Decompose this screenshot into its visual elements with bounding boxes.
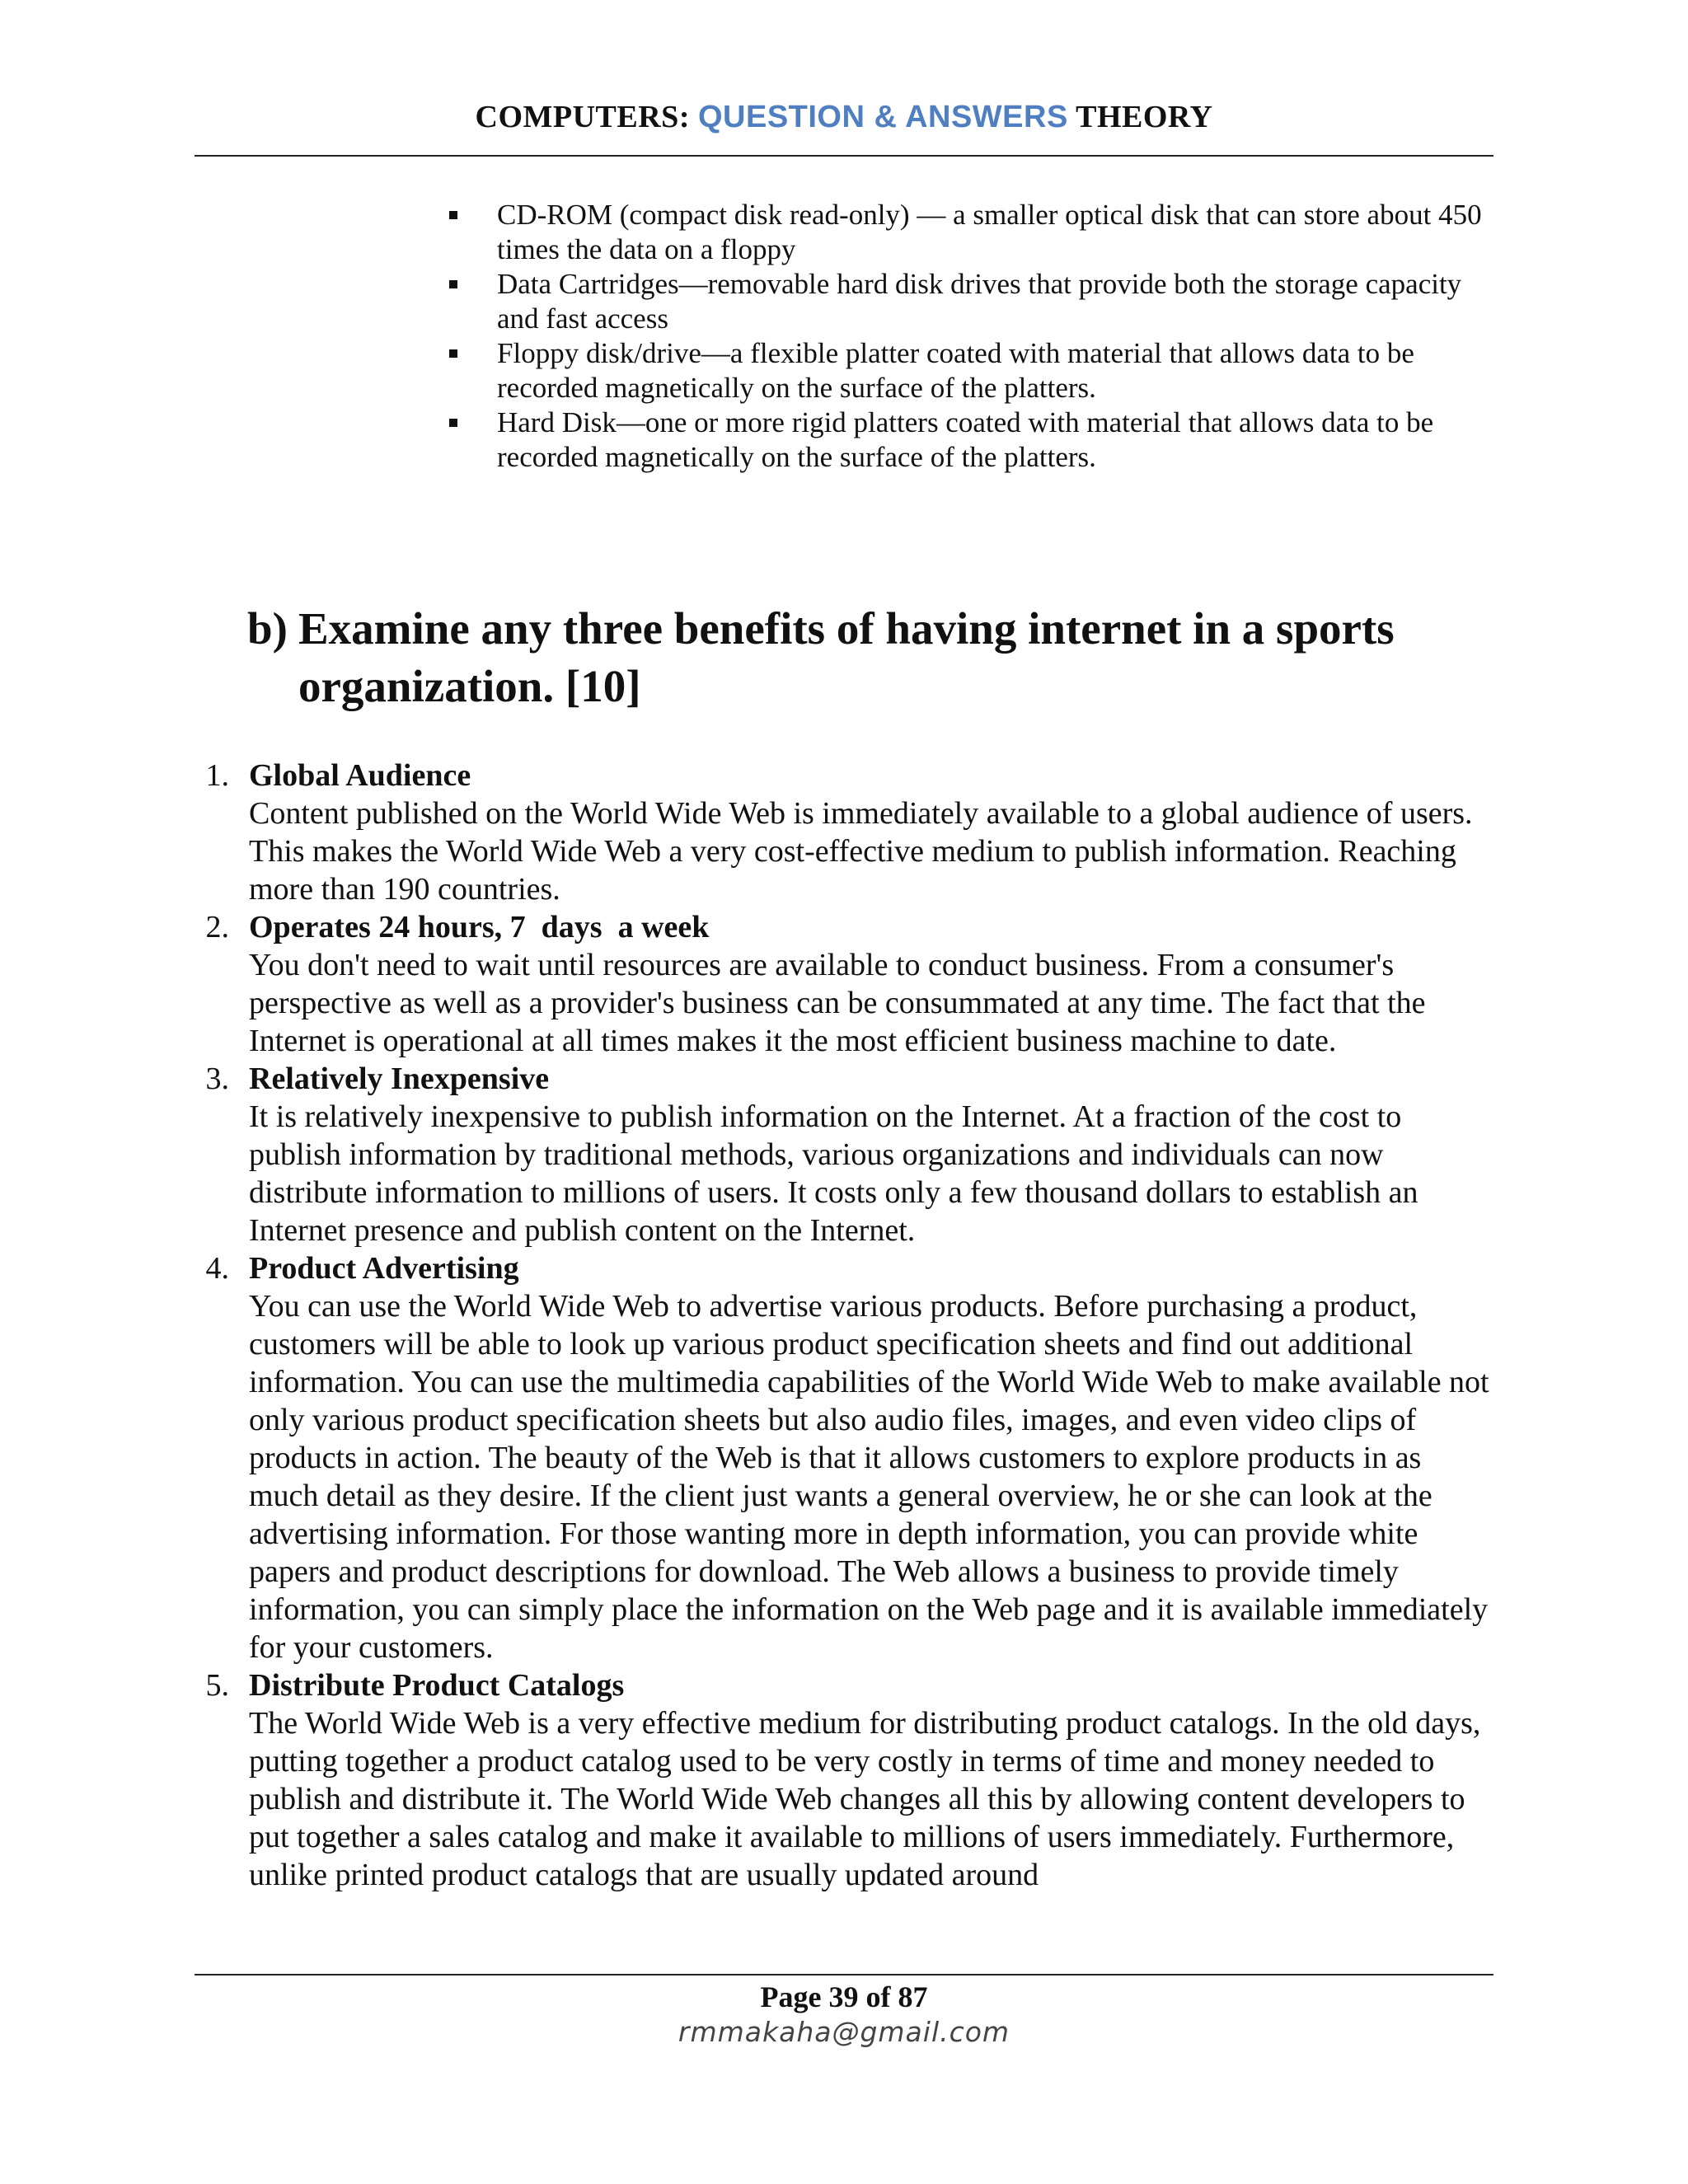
question-letter: b) <box>247 603 288 654</box>
answer-number: 1. <box>205 758 229 793</box>
answer-item <box>195 1249 1497 1666</box>
bullet-text: Floppy disk/drive—a flexible platter coated with material that allows data to be recorded magnetically on the surface of the platters. <box>497 337 1414 404</box>
answer-number: 4. <box>205 1251 229 1286</box>
answer-number: 2. <box>205 910 229 944</box>
answer-body: It is relatively inexpensive to publish information on the Internet. At a fraction of the cost to publish information by traditional methods, various organizations and individuals can now distribute information to millions of users. It costs only a few thousand dollars to establish an Internet presence and publish content on the Internet. <box>249 1099 1418 1248</box>
page-header <box>195 99 1493 135</box>
header-question-answers: QUESTION & ANSWERS <box>697 100 1068 134</box>
bullet-item <box>449 198 1496 267</box>
bullet-text: Data Cartridges—removable hard disk drives that provide both the storage capacity and fast access <box>497 268 1462 335</box>
square-bullet-icon <box>449 211 457 219</box>
header-separator: : <box>678 100 698 134</box>
answer-item <box>195 1060 1497 1249</box>
question-heading <box>247 600 1484 715</box>
answer-body: You can use the World Wide Web to advertise various products. Before purchasing a product, customers will be able to look up various product specification sheets and find out additional information. You can use the multimedia capabilities of the World Wide Web to make available not only various product specification sheets but also audio files, images, and even video clips of products in action. The beauty of the Web is that it allows customers to explore products in as much detail as they desire. If the client just wants a general overview, he or she can look at the advertising information. For those wanting more in depth information, you can provide white papers and product descriptions for download. The Web allows a business to provide timely information, you can simply place the information on the Web page and it is available immediately for your customers. <box>249 1289 1489 1665</box>
answer-item <box>195 1666 1497 1894</box>
answer-number: 5. <box>205 1668 229 1703</box>
answer-title: Product Advertising <box>249 1251 519 1286</box>
answer-title: Global Audience <box>249 758 471 793</box>
square-bullet-icon <box>449 419 457 427</box>
answer-title: Relatively Inexpensive <box>249 1062 550 1096</box>
square-bullet-icon <box>449 349 457 358</box>
bullet-text: Hard Disk—one or more rigid platters coated with material that allows data to be recorded magnetically on the surface of the platters. <box>497 406 1434 473</box>
answer-body: The World Wide Web is a very effective medium for distributing product catalogs. In the old days, putting together a product catalog used to be very costly in terms of time and money needed to publish and distribute it. The World Wide Web changes all this by allowing content developers to put together a sales catalog and make it available to millions of users immediately. Furthermore, unlike printed product catalogs that are usually updated around <box>249 1706 1481 1892</box>
page-number: Page 39 of 87 <box>760 1980 928 2013</box>
bullet-item <box>449 405 1496 475</box>
author-email: rmmakaha@gmail.com <box>678 2016 1010 2048</box>
bullet-text: CD-ROM (compact disk read-only) — a smaller optical disk that can store about 450 times the data on a floppy <box>497 199 1482 265</box>
header-computers: COMPUTERS <box>475 100 679 134</box>
bullet-item <box>449 336 1496 405</box>
answer-title: Operates 24 hours, 7 days a week <box>249 910 710 944</box>
question-text: Examine any three benefits of having internet in a sports organization. [10] <box>298 603 1395 711</box>
answer-title: Distribute Product Catalogs <box>249 1668 625 1703</box>
answer-body: You don't need to wait until resources are available to conduct business. From a consumer's perspective as well as a provider's business can be consummated at any time. The fact that the Internet is operational at all times makes it the most efficient business machine to date. <box>249 948 1426 1058</box>
header-theory: THEORY <box>1067 100 1213 134</box>
header-rule <box>195 155 1493 157</box>
square-bullet-icon <box>449 280 457 288</box>
answer-body: Content published on the World Wide Web is immediately available to a global audience of users. This makes the World Wide Web a very cost-effective medium to publish information. Reaching more than 190 countries. <box>249 796 1473 907</box>
answer-item <box>195 908 1497 1060</box>
answer-number: 3. <box>205 1062 229 1096</box>
answer-item <box>195 757 1497 908</box>
footer-rule <box>195 1974 1493 1975</box>
bullet-item <box>449 267 1496 336</box>
answer-list <box>195 757 1497 1894</box>
storage-bullet-list <box>449 198 1496 475</box>
